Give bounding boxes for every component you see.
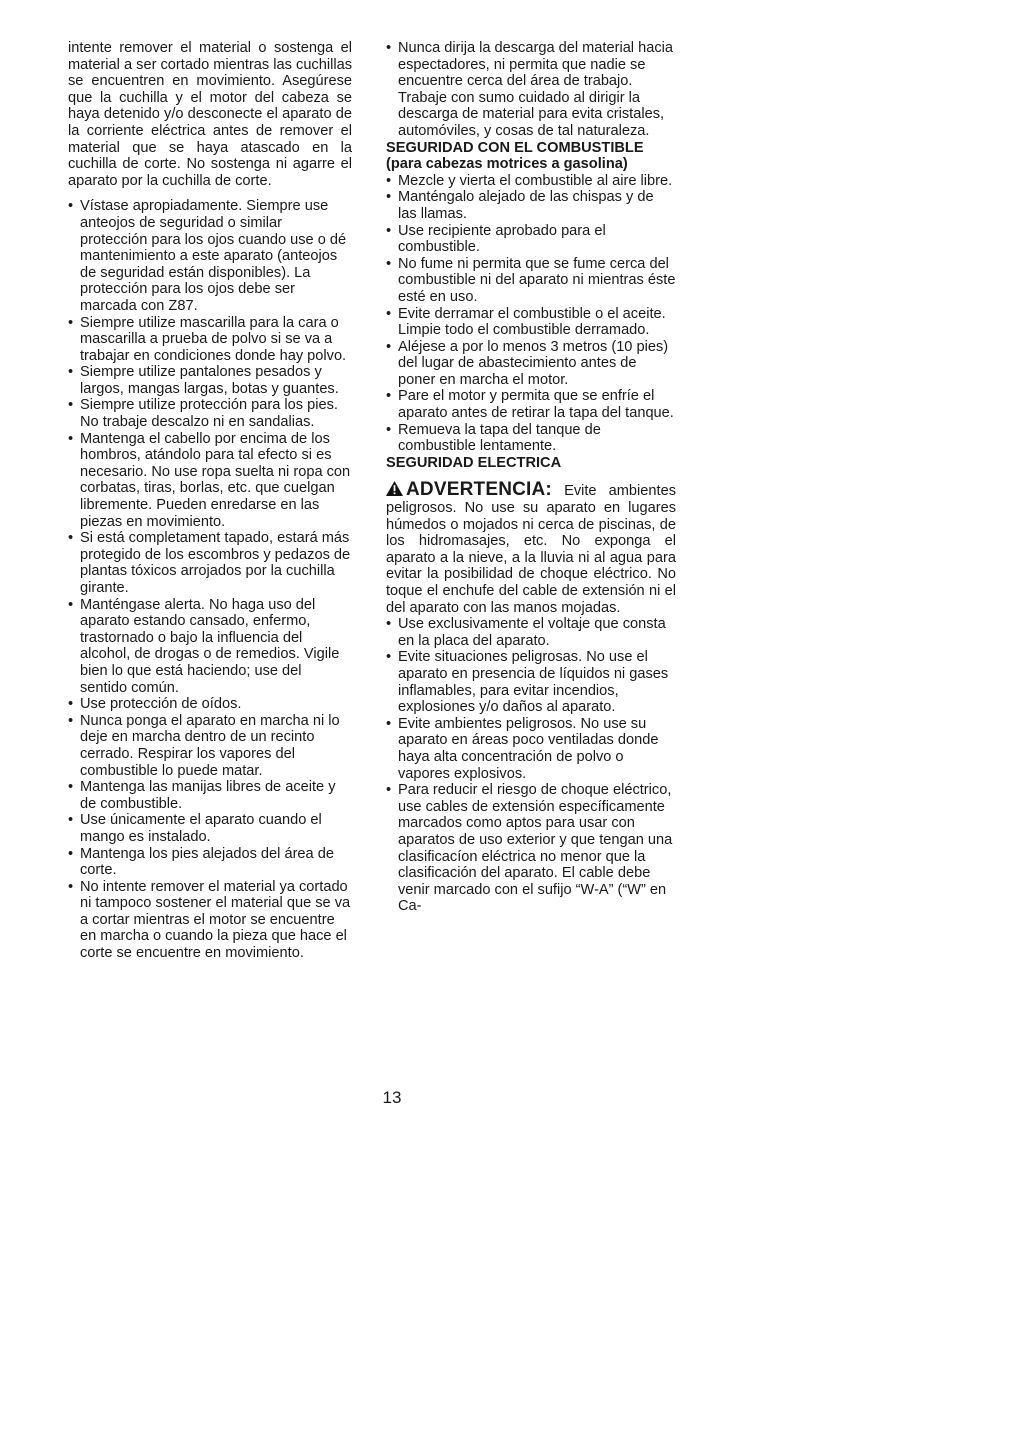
list-item: • Remueva la tapa del tanque de combustible lentamente. (386, 422, 676, 455)
list-item: • Si está completament tapado, estará más protegido de los escombros y pedazos de plantas tóxicos arrojados por la cuchilla girante. (68, 530, 352, 596)
fuel-bullet-list (386, 173, 676, 455)
list-item: • Siempre utilize protección para los pies. No trabaje descalzo ni en sandalias. (68, 397, 352, 430)
list-item: • Vístase apropiadamente. Siempre use anteojos de seguridad o similar protección para los ojos cuando use o dé mantenimiento a este aparato (anteojos de seguridad están disponibles). La protección para los ojos debe ser marcada con Z87. (68, 198, 352, 314)
list-item: • No intente remover el material ya cortado ni tampoco sostener el material que se va a cortar mientras el motor se encuentre en marcha o cuando la pieza que hace el corte se encuentre en movimiento. (68, 879, 352, 962)
warning-paragraph (386, 481, 676, 616)
list-item: • Mantenga las manijas libres de aceite y de combustible. (68, 779, 352, 812)
list-item: • Mantenga el cabello por encima de los hombros, atándolo para tal efecto si es necesario. No use ropa suelta ni ropa con corbatas, tiras, borlas, etc. que cuelgan libremente. Pueden enredarse en las piezas en movimiento. (68, 431, 352, 531)
list-item: • Mantenga los pies alejados del área de corte. (68, 846, 352, 879)
electric-safety-heading: SEGURIDAD ELECTRICA (386, 454, 562, 471)
list-item: • Manténgase alerta. No haga uso del aparato estando cansado, enfermo, trastornado o bajo la influencia del alcohol, de drogas o de remedios. Vigile bien lo que está haciendo; use del sentido común. (68, 597, 352, 697)
fuel-heading-main: SEGURIDAD CON EL COMBUSTIBLE (386, 139, 644, 156)
page-number: 13 (382, 1088, 402, 1107)
left-bullet-list (68, 198, 352, 961)
warning-label: ADVERTENCIA: (406, 479, 552, 501)
list-item: • Evite ambientes peligrosos. No use su aparato en áreas poco ventiladas donde haya alta concentración de polvo o vapores explosivos. (386, 716, 676, 782)
list-item: • Nunca dirija la descarga del material hacia espectadores, ni permita que nadie se encuentre cerca del área de trabajo. Trabaje con sumo cuidado al dirigir la descarga de material para evita cristales, automóviles, y cosas de tal naturaleza. (386, 40, 676, 140)
list-item: • Evite situaciones peligrosas. No use el aparato en presencia de líquidos ni gases inflamables, para evitar incendios, explosiones y/o daños al aparato. (386, 649, 676, 715)
list-item: • Siempre utilize pantalones pesados y largos, mangas largas, botas y guantes. (68, 364, 352, 397)
warning-text: Evite ambientes peligrosos. No use su aparato en lugares húmedos o mojados ni cerca de piscinas, de los hidromasajes, etc. No exponga el aparato a la nieve, a la lluvia ni al agua para evitar la posibilidad de choque eléctrico. No toque el enchufe del cable de extensión ni el del aparato con las manos mojadas. (386, 483, 676, 616)
fuel-safety-heading (386, 140, 676, 173)
list-item: • Pare el motor y permita que se enfríe el aparato antes de retirar la tapa del tanque. (386, 388, 676, 421)
list-item: • No fume ni permita que se fume cerca del combustible ni del aparato ni mientras éste esté en uso. (386, 256, 676, 306)
list-item: • Para reducir el riesgo de choque eléctrico, use cables de extensión específicamente marcados como aptos para usar con aparatos de uso exterior y que tengan una clasificacíon eléctrica no menor que la clasificación del aparato. El cable debe venir marcado con el sufijo “W-A” (“W” en Ca- (386, 782, 676, 915)
fuel-heading-sub: (para cabezas motrices a gasolina) (386, 156, 628, 173)
list-item: • Use exclusivamente el voltaje que consta en la placa del aparato. (386, 616, 676, 649)
left-column (68, 40, 352, 962)
list-item: • Nunca ponga el aparato en marcha ni lo deje en marcha dentro de un recinto cerrado. Respirar los vapores del combustible lo puede matar. (68, 713, 352, 779)
intro-paragraph: intente remover el material o sostenga el material a ser cortado mientras las cuchillas se encuentren en movimiento. Asegúrese que la cuchilla y el motor del cabeza se haya detenido y/o desconecte el aparato de la corriente eléctrica antes de remover el material que se haya atascado en la cuchilla de corte. No sostenga ni agarre el aparato por la cuchilla de corte. (68, 40, 352, 189)
electric-bullet-list (386, 616, 676, 915)
list-item: • Manténgalo alejado de las chispas y de las llamas. (386, 189, 676, 222)
warning-triangle-icon (386, 481, 403, 496)
list-item: • Mezcle y vierta el combustible al aire libre. (386, 173, 676, 190)
list-item: • Evite derramar el combustible o el aceite. Limpie todo el combustible derramado. (386, 306, 676, 339)
discharge-bullet-list (386, 40, 676, 140)
right-column (386, 40, 676, 915)
list-item: • Siempre utilize mascarilla para la cara o mascarilla a prueba de polvo si se va a trabajar en condiciones donde hay polvo. (68, 315, 352, 365)
list-item: • Aléjese a por lo menos 3 metros (10 pies) del lugar de abastecimiento antes de poner en marcha el motor. (386, 339, 676, 389)
list-item: • Use recipiente aprobado para el combustible. (386, 223, 676, 256)
list-item: • Use únicamente el aparato cuando el mango es instalado. (68, 812, 352, 845)
list-item: • Use protección de oídos. (68, 696, 352, 713)
